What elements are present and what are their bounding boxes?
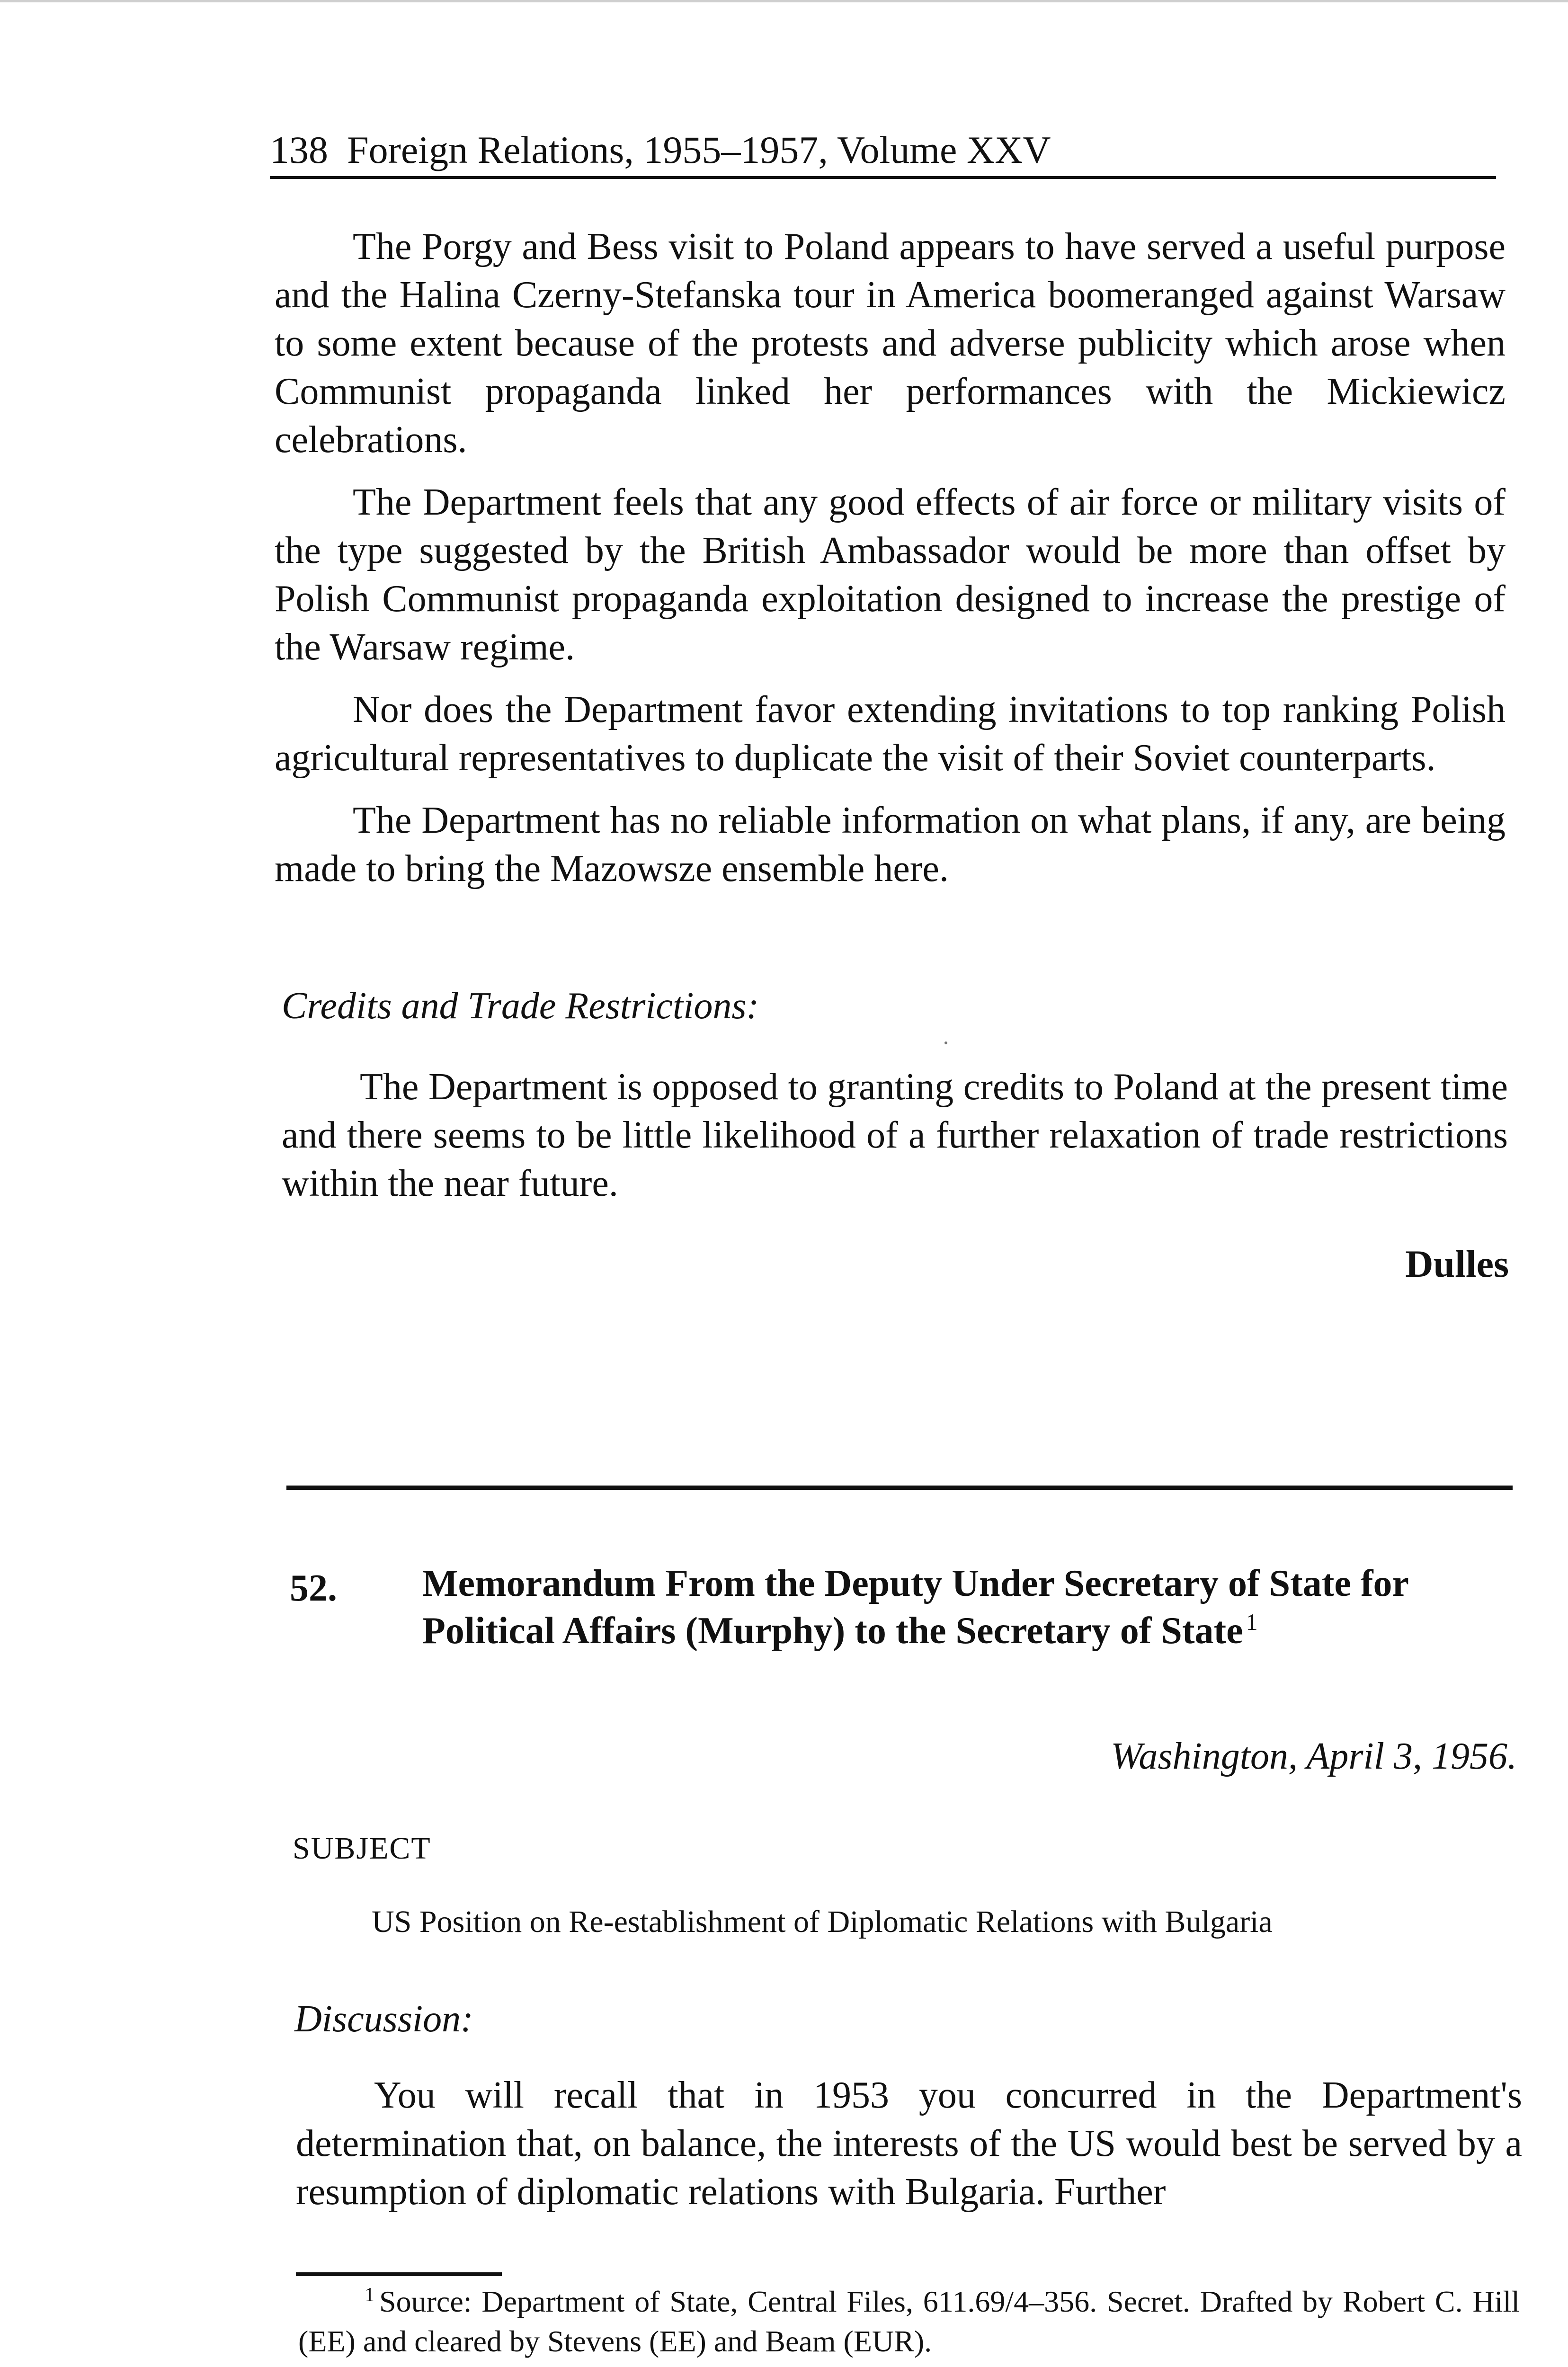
document-title-text: Memorandum From the Deputy Under Secretary of State for Political Affairs (Murphy) to the Secretary of State [422,1563,1408,1652]
page-number: 138 [270,128,328,171]
discussion-label: Discussion: [294,1998,473,2040]
print-speck [944,1041,947,1044]
previous-document-text [275,222,1506,907]
paragraph: The Porgy and Bess visit to Poland appears to have served a useful purpose and the Halina Czerny-Stefanska tour in America boomeranged against Warsaw to some extent because of the protests and adverse publicity which arose when Communist propaganda linked her performances with the Mickiewicz celebrations. [275,226,1506,461]
credits-text [282,1063,1508,1222]
discussion-text [296,2071,1522,2230]
footnote-rule [296,2272,502,2276]
running-head [270,124,1496,179]
paragraph: You will recall that in 1953 you concurred in the Department's determination that, on balance, the interests of the US would best be served by a resumption of diplomatic relations with Bulgaria. Further [296,2074,1522,2213]
subject-text: US Position on Re-establishment of Diplomatic Relations with Bulgaria [372,1904,1273,1939]
footnote [298,2282,1520,2361]
footnote-reference: 1 [1246,1609,1258,1636]
paragraph: Nor does the Department favor extending invitations to top ranking Polish agricultural representatives to duplicate the visit of their Soviet counterparts. [275,689,1506,779]
footnote-marker: 1 [365,2284,374,2306]
section-divider [286,1486,1513,1490]
paragraph: The Department is opposed to granting credits to Poland at the present time and there seems to be little likelihood of a further relaxation of trade restrictions within the near future. [282,1066,1508,1204]
volume-title: Foreign Relations, 1955–1957, Volume XXV [347,128,1051,171]
paragraph: The Department feels that any good effects of air force or military visits of the type suggested by the British Ambassador would be more than offset by Polish Communist propaganda exploitation designed to increase the prestige of the Warsaw regime. [275,481,1506,668]
document-number: 52. [290,1567,337,1609]
paragraph: The Department has no reliable information on what plans, if any, are being made to bring the Mazowsze ensemble here. [275,800,1506,890]
credits-subheading: Credits and Trade Restrictions: [282,985,759,1027]
signature: Dulles [1405,1242,1509,1285]
footnote-text: Source: Department of State, Central Files, 611.69/4–356. Secret. Drafted by Robert C. Hill (EE) and cleared by Stevens (EE) and Beam (EUR). [298,2285,1520,2358]
document-title [422,1560,1511,1655]
page-top-edge [0,0,1568,2]
subject-label: SUBJECT [293,1831,431,1866]
dateline: Washington, April 3, 1956. [1111,1735,1517,1777]
